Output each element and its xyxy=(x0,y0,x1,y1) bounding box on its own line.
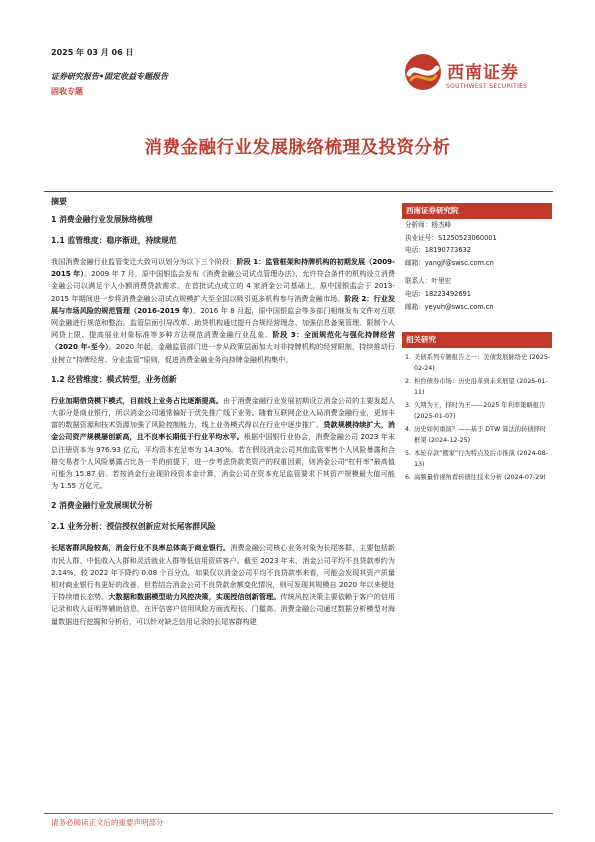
section-heading: 1 消费金融行业发展脉络梳理 xyxy=(51,215,153,224)
footer-disclaimer: 请务必阅读正文后的重要声明部分 xyxy=(51,818,164,827)
page-title: 消费金融行业发展脉络梳理及投资分析 xyxy=(144,138,451,158)
paragraph xyxy=(51,395,395,493)
contact-row xyxy=(405,244,552,257)
analyst-box xyxy=(402,203,552,313)
contact-label: 邮箱： xyxy=(405,258,425,267)
contact-list xyxy=(402,219,552,313)
text-run: 根据中国银行业协会，消费金融公司 2023 年末总注册资本为 976.93 亿元，平均资本充足率为 14.30%。若在假设消金公司其他监管零售个人风险暴露和合格交易者个人风险暴露占比各一半的前提下，进一步考虑贷款类资产的权重因素，则消金公司“杠杆率”最高值可能为 15.87 倍。若按消金行业现阶段资本金计算，消金公司在资本充足监管要求下其资产规模最大值可能为 1.55 万亿元。 xyxy=(51,432,396,491)
report-date: 2025 年 03 月 06 日 xyxy=(51,48,134,57)
related-research-item[interactable] xyxy=(405,472,552,483)
contact-value[interactable]: yangjf@swsc.com.cn xyxy=(424,258,494,267)
related-research-item[interactable] xyxy=(405,376,552,398)
company-logo-text: 西南证券 xyxy=(447,63,519,83)
bold-text: 阶段 1：监管框架和持牌机构的初期发展（2009-2015 年） xyxy=(51,257,396,279)
title-divider xyxy=(44,191,553,192)
contact-label: 执业证号： xyxy=(405,233,438,242)
related-research-item[interactable] xyxy=(405,400,552,422)
main-content xyxy=(51,196,395,636)
contact-value: 叶里宏 xyxy=(431,277,452,286)
related-item-title: 本轮存款“搬家”行为特点及后市推演 (2024-08-13) xyxy=(414,450,549,468)
related-research-item[interactable] xyxy=(405,448,552,470)
contact-label: 联系人： xyxy=(405,277,432,286)
section-heading: 2 消费金融行业发展现状分析 xyxy=(51,501,153,511)
bold-text: 阶段 2：行业发展与市场风险的规范管理（2016-2019 年） xyxy=(51,293,396,315)
related-item-title: 高频量价视角看转债往技术分析 (2024-07-29) xyxy=(414,474,546,481)
contact-label: 电话： xyxy=(405,289,425,298)
related-item-number: 5. xyxy=(405,450,412,457)
contact-row xyxy=(405,257,552,270)
related-item-number: 4. xyxy=(405,426,412,433)
contact-row xyxy=(405,219,552,232)
paragraph xyxy=(51,256,395,366)
related-item-number: 1. xyxy=(405,354,412,361)
bold-text: 大数据和数据模型助力风控决策，实现授信创新管理。 xyxy=(108,592,281,602)
subsection-heading: 2.1 业务分析：授信授权创新应对长尾客群风险 xyxy=(51,522,216,532)
text-run: 。2016 年 8 月起，原中国银监会等多部门相继发布文件对互联网金融进行规范和整治。监管层面引导改革、助贷机构通过提升合规经营理念、加强信息备案管理、限制个人网贷上限、提高展业对象标准等多种方法规范消费金融行业乱象。 xyxy=(51,305,395,340)
related-research-item[interactable] xyxy=(405,352,552,374)
related-research-box xyxy=(402,332,552,485)
contact-label: 电话： xyxy=(405,246,425,255)
company-logo-subtext: SOUTHWEST SECURITIES xyxy=(446,83,528,90)
contact-value: 杨杰峰 xyxy=(431,221,452,229)
contact-label: 分析师： xyxy=(405,221,432,229)
related-item-title: 柜台债券市场：历史沿革到未来展望 (2025-01-11) xyxy=(414,378,548,396)
related-item-number: 3. xyxy=(405,402,412,409)
text-run: 我国消费金融行业监管变迁大致可以划分为以下三个阶段： xyxy=(51,257,237,266)
bold-text: 阶段 3：全面规范化与强化持牌经营（2020 年-至今） xyxy=(51,330,396,352)
contact-value: 18223492691 xyxy=(424,289,471,298)
summary-label: 摘要 xyxy=(51,197,67,206)
subsection-heading: 1.1 监管维度：稳序渐进，持续规范 xyxy=(51,236,177,245)
text-run: 传统风控决策主要依赖于客户的信用记录和收入证明等辅助信息，在评估客户信用风险方面流程长、门槛高。消费金融公司通过数据分析模型对海量数据进行挖掘和分析后，可以针对缺乏信用记录的长尾客群构建 xyxy=(51,592,396,626)
text-run: 。2020 年起，金融监管部门进一步从政策层面加大对非持牌机构的经营限制，持续推动行业树立“持牌经营、分业监管”原则，促进消费金融业务向持牌金融机构集中。 xyxy=(51,342,395,364)
contact-value[interactable]: yeyuh@swsc.com.cn xyxy=(424,302,494,311)
footer-divider xyxy=(44,813,553,814)
paragraph xyxy=(51,542,395,627)
bold-text: 长尾客群风险较高，消金行业不良率总体高于商业银行。 xyxy=(51,543,231,553)
company-logo-icon xyxy=(403,52,443,92)
related-research-title: 相关研究 xyxy=(402,332,552,348)
report-topic: 固收专题 xyxy=(51,87,83,96)
text-run: 消费金融公司核心业务对象为长尾客群，主要包括新市民人群、中低收入人群和灵活就业人群等低信用资质客户。截至 2023 年末，消金公司平均不良贷款率约为 2.14%，较 2022 年下降约 0.08 个百分点。如果仅以消金公司平均不良贷款率来看，可能会发现其资产质量相对商业银行有更好的改善，但若结合消金公司不良贷款余额变化情况，则可发现其规模自 2020 年以来便处于持续增长态势。 xyxy=(51,543,396,602)
bold-text: 贷款规模持续扩大，消金公司资产规模屡创新高，且不良率长期低于行业平均水平。 xyxy=(51,420,395,442)
related-item-title: 历史如何重演？——基于 DTW 算法的转债择时框架 (2024-12-25) xyxy=(414,426,547,444)
contact-value: S1250523060001 xyxy=(437,233,497,242)
related-item-title: 久期为王，择时为王——2025 年利率策略报告 (2025-01-07) xyxy=(414,402,546,420)
contact-row xyxy=(405,232,552,245)
institute-title: 西南证券研究院 xyxy=(402,203,552,219)
related-research-list xyxy=(402,352,552,483)
bold-text: 行业加期借贷模下模式，目前线上业务占比逐渐提高。 xyxy=(51,395,224,405)
contact-row xyxy=(405,275,552,288)
related-item-number: 6. xyxy=(405,474,412,481)
text-run: 由于消费金融行业发展初期设立消金公司的主要发起人大部分是商业银行，所以消金公司通常偏好于优先推广线下业务。随着互联网企业入局消费金融行业，更加丰富的数据资源和技术资源加强了风险控制能力，线上业务模式得以在行业中逐步推广。 xyxy=(51,395,396,430)
related-item-number: 2. xyxy=(405,378,412,385)
contact-label: 邮箱： xyxy=(405,302,425,311)
contact-row xyxy=(405,301,552,314)
report-type: 证券研究报告•固定收益专题报告 xyxy=(51,72,169,81)
text-run: 。2009 年 7 月，原中国银监会发布《消费金融公司试点管理办法》，允许符合条件的机构设立消费金融公司以满足个人小额消费贷款需求。在首批试点成立的 4 家消金公司基础上，原中国银监会于 2013-2015 年期间进一步将消费金融公司试点规模扩大至全国以吸引更多机构参与消费金融市场。 xyxy=(51,269,395,303)
subsection-heading: 1.2 经营维度：模式转型，业务创新 xyxy=(51,374,177,384)
contact-row xyxy=(405,288,552,301)
related-item-title: 美债系列专题报告之一：美债发展脉络史 (2025-02-24) xyxy=(414,354,551,372)
related-research-item[interactable] xyxy=(405,424,552,446)
contact-value: 18190773632 xyxy=(424,246,471,255)
